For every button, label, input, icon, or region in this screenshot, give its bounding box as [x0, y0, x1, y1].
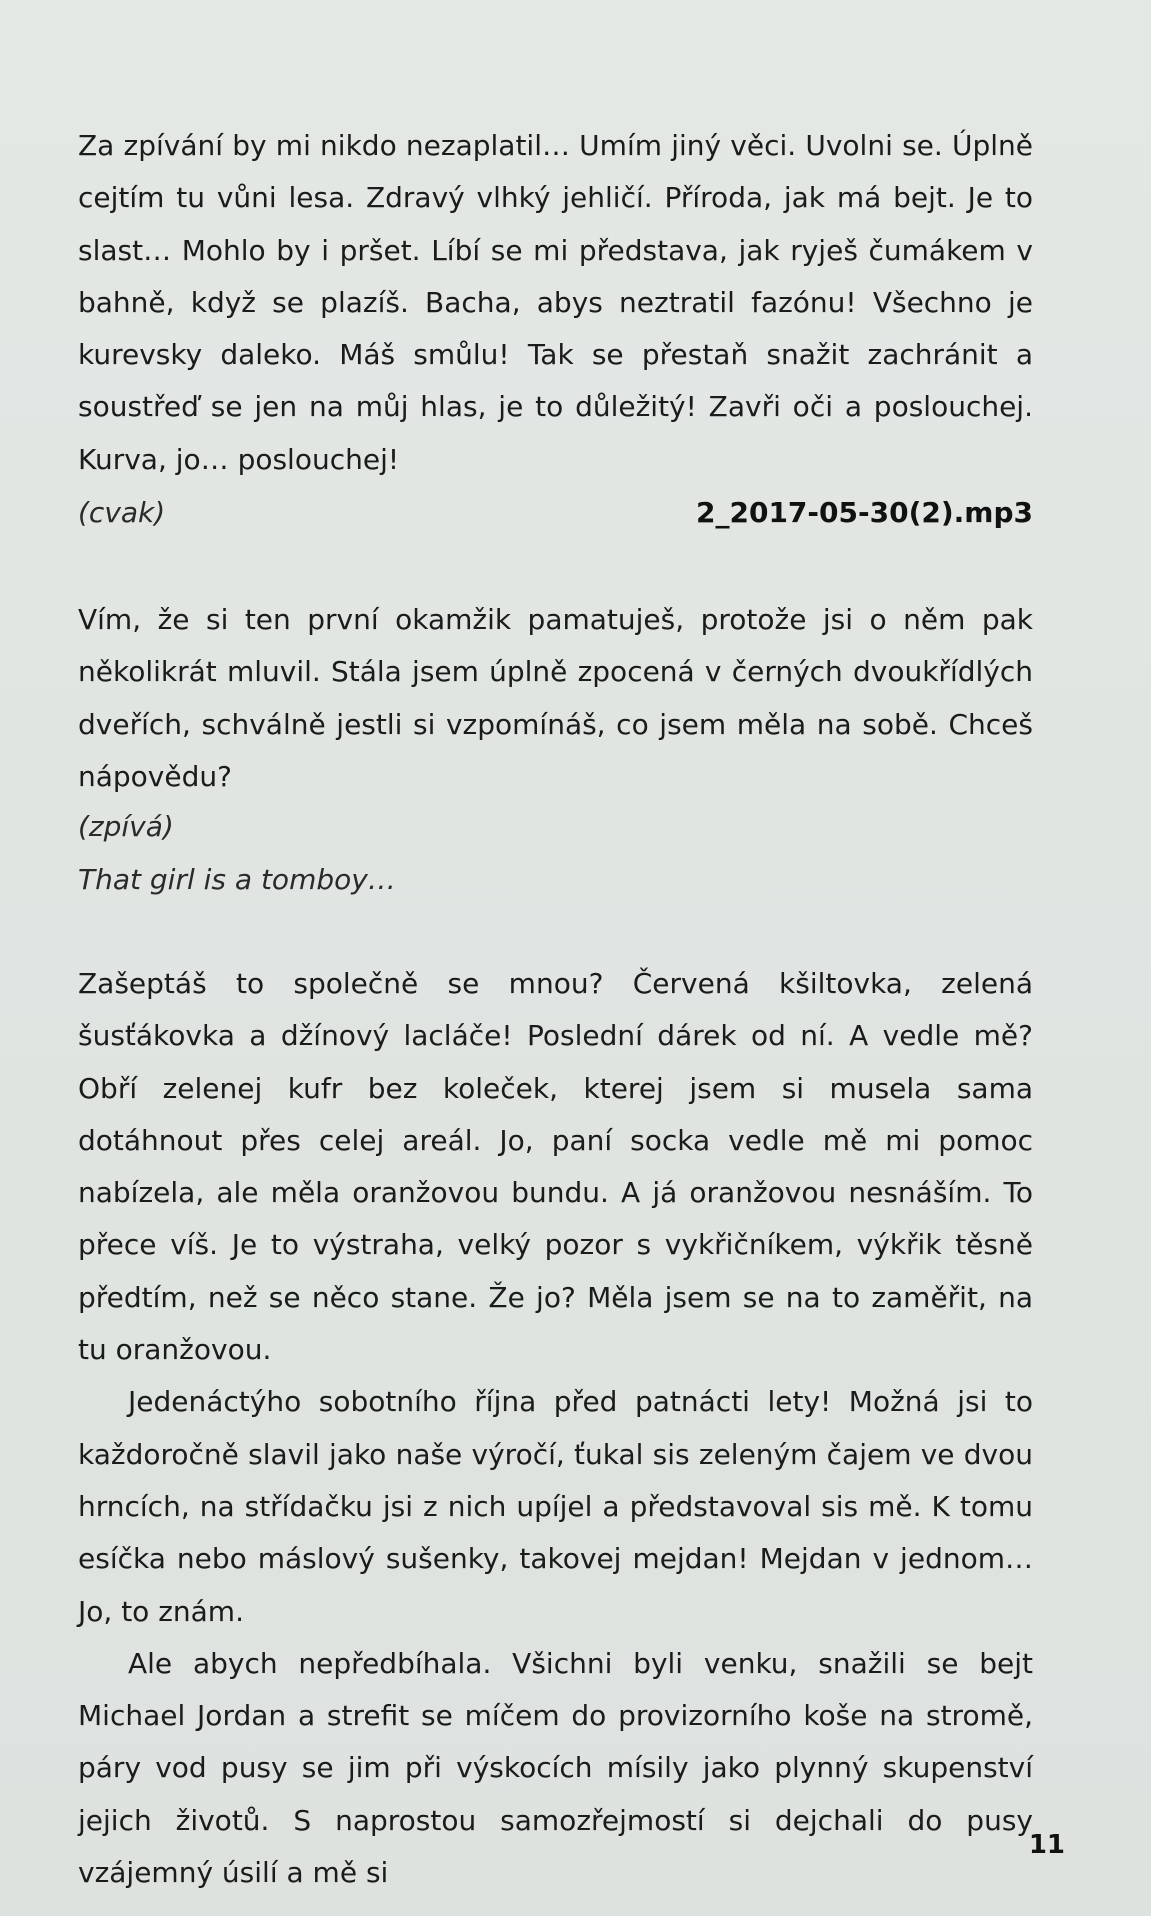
cue-click: (cvak)	[78, 496, 166, 529]
page-number: 11	[1028, 1830, 1065, 1860]
paragraph-4: Jedenáctýho sobotního října před patnácti lety! Možná jsi to každoročně slavil jako naše výročí, ťukal sis zeleným čajem ve dvou hrncích, na střídačku jsi z nich upíjel a představoval sis mě. K tomu esíčka nebo máslový sušenky, takovej mejdan! Mejdan v jednom… Jo, to znám.	[78, 1385, 1033, 1628]
paragraph-5: Ale abych nepředbíhala. Všichni byli venku, snažili se bejt Michael Jordan a strefit se míčem do provizorního koše na stromě, páry vod pusy se jim při výskocích mísily jako plynný skupenství jejich životů. S naprostou samozřejmostí si dejchali do pusy vzájemný úsilí a mě si	[78, 1646, 1033, 1890]
section-3	[78, 958, 1033, 1899]
cue-singing: (zpívá)	[78, 810, 174, 843]
section-1	[78, 120, 1033, 486]
song-lyric: That girl is a tomboy…	[78, 863, 396, 896]
paragraph-2: Vím, že si ten první okamžik pamatuješ, protože jsi o něm pak několikrát mluvil. Stála jsem úplně zpocená v černých dvoukřídlých dveřích, schválně jestli si vzpomínáš, co jsem měla na sobě. Chceš nápovědu?	[78, 603, 1033, 793]
audio-filename: 2_2017-05-30(2).mp3	[696, 496, 1033, 529]
paragraph-3: Zašeptáš to společně se mnou? Červená kšiltovka, zelená šusťákovka a džínový lacláče! Poslední dárek od ní. A vedle mě? Obří zelenej kufr bez koleček, kterej jsem si musela sama dotáhnout přes celej areál. Jo, paní socka vedle mě mi pomoc nabízela, ale měla oranžovou bundu. A já oranžovou nesnáším. To přece víš. Je to výstraha, velký pozor s vykřičníkem, výkřik těsně předtím, než se něco stane. Že jo? Měla jsem se na to zaměřit, na tu oranžovou.	[78, 967, 1033, 1367]
section-2	[78, 594, 1033, 803]
paragraph-1: Za zpívání by mi nikdo nezaplatil… Umím jiný věci. Uvolni se. Úplně cejtím tu vůni lesa. Zdravý vlhký jehličí. Příroda, jak má bejt. Je to slast… Mohlo by i pršet. Líbí se mi představa, jak ryješ čumákem v bahně, když se plazíš. Bacha, abys neztratil fazónu! Všechno je kurevsky daleko. Máš smůlu! Tak se přestaň snažit zachránit a soustřeď se jen na můj hlas, je to důležitý! Zavři oči a poslouchej. Kurva, jo… poslouchej!	[78, 129, 1033, 476]
